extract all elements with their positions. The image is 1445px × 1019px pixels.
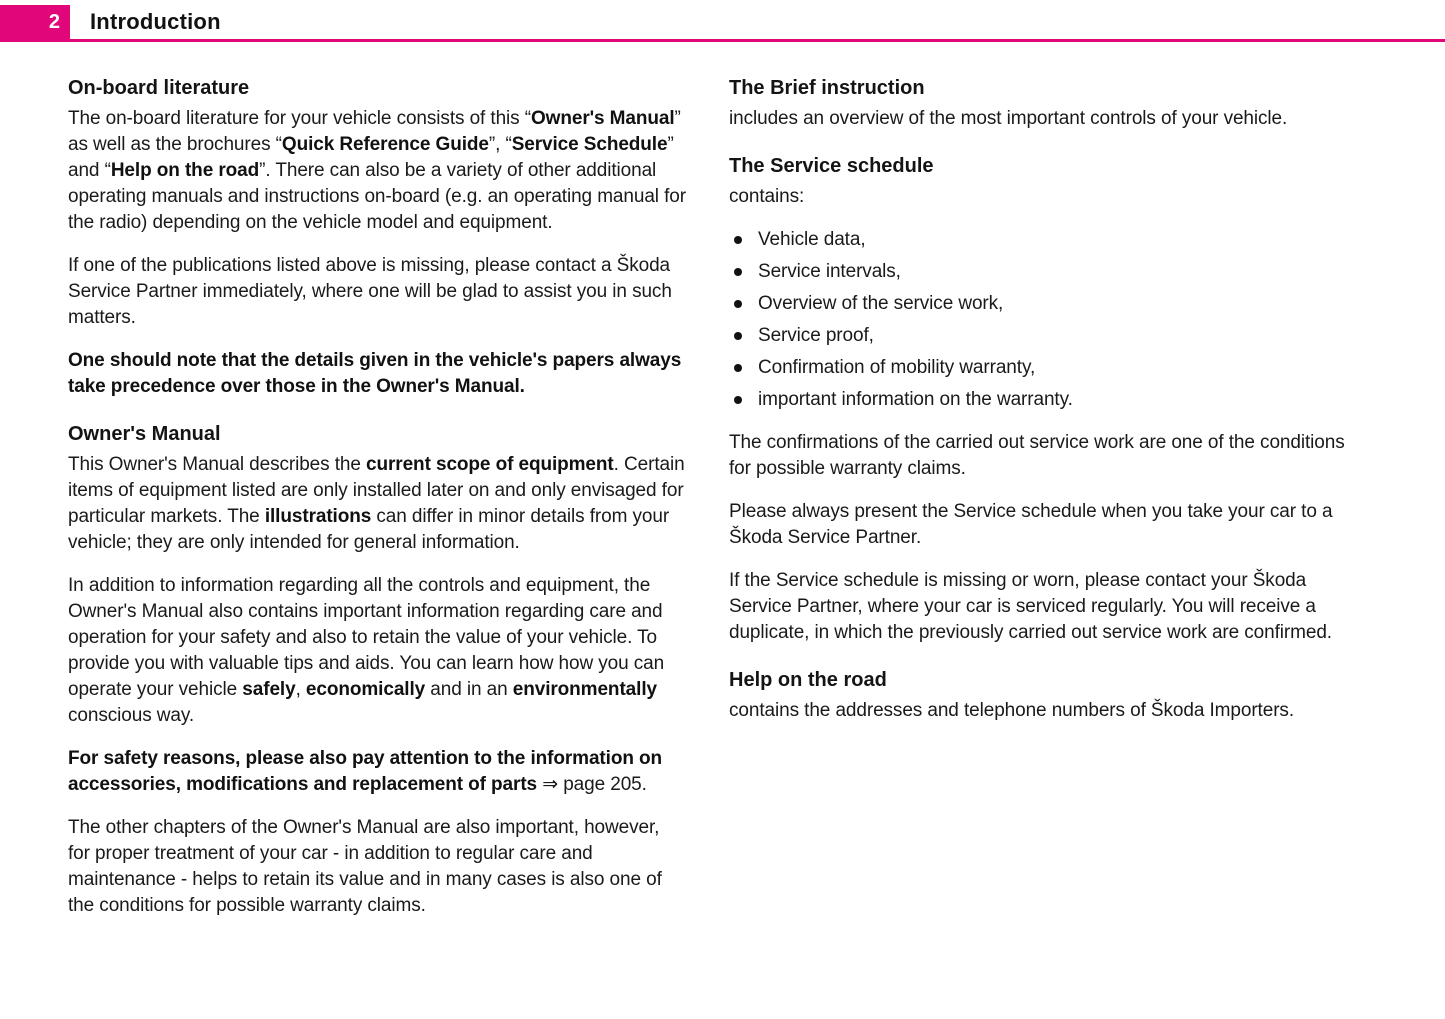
body-text: ⇒ page 205. bbox=[537, 774, 647, 795]
page-number: 2 bbox=[48, 10, 60, 33]
bold-text: Quick Reference Guide bbox=[281, 134, 489, 155]
body-text: conscious way. bbox=[68, 705, 195, 726]
section-heading: The Service schedule bbox=[729, 155, 934, 177]
body-text: and in an bbox=[425, 679, 513, 700]
body-paragraph bbox=[729, 106, 1347, 132]
body-paragraph bbox=[729, 499, 1347, 551]
page-body bbox=[0, 75, 1445, 936]
body-paragraph bbox=[68, 452, 686, 556]
bold-text: Help on the road bbox=[110, 160, 260, 181]
body-text: contains the addresses and telephone numbers of Škoda Importers. bbox=[729, 700, 1295, 721]
bold-text: safely bbox=[242, 679, 296, 700]
body-text: can differ in minor details from your vehicle; they are only intended for general information. bbox=[68, 506, 670, 553]
body-text: ” and “ bbox=[68, 134, 674, 181]
page-title: Introduction bbox=[90, 9, 221, 34]
bullet-item: Service intervals, bbox=[729, 259, 1347, 285]
bullet-item: Vehicle data, bbox=[729, 227, 1347, 253]
page-number-tab bbox=[0, 5, 70, 39]
header-rule bbox=[0, 39, 1445, 42]
body-paragraph bbox=[729, 568, 1347, 646]
body-text: If the Service schedule is missing or worn, please contact your Škoda Service Partner, where your car is serviced regularly. You will receive a duplicate, in which the previously carried out service work are confirmed. bbox=[729, 570, 1332, 643]
bold-text: current scope of equipment bbox=[366, 454, 614, 475]
section-heading: On-board literature bbox=[68, 77, 250, 99]
body-paragraph bbox=[68, 348, 686, 400]
bold-text: Service Schedule bbox=[511, 134, 668, 155]
body-text: The on-board literature for your vehicle consists of this “ bbox=[68, 108, 531, 129]
body-paragraph bbox=[68, 573, 686, 729]
section-heading: Help on the road bbox=[729, 669, 887, 691]
body-text: The other chapters of the Owner's Manual are also important, however, for proper treatment of your car - in addition to regular care and maintenance - helps to retain its value and in many cases is also one of the conditions for possible warranty claims. bbox=[68, 817, 662, 916]
body-text: If one of the publications listed above is missing, please contact a Škoda Service Partner immediately, where one will be glad to assist you in such matters. bbox=[68, 255, 672, 328]
body-text: ”. There can also be a variety of other additional operating manuals and instructions on-board (e.g. an operating manual for the radio) depending on the vehicle model and equipment. bbox=[68, 160, 686, 233]
body-paragraph bbox=[729, 184, 1347, 210]
bullet-item: important information on the warranty. bbox=[729, 387, 1347, 413]
bullet-item: Overview of the service work, bbox=[729, 291, 1347, 317]
body-text: ”, “ bbox=[488, 134, 512, 155]
bold-text: One should note that the details given in the vehicle's papers always take precedence over those in the Owner's Manual. bbox=[68, 350, 682, 397]
body-paragraph bbox=[729, 698, 1347, 724]
bullet-item: Confirmation of mobility warranty, bbox=[729, 355, 1347, 381]
bold-text: For safety reasons, please also pay attention to the information on accessories, modifications and replacement of parts bbox=[68, 748, 663, 795]
body-paragraph bbox=[68, 106, 686, 236]
bullet-list bbox=[729, 227, 1347, 413]
body-text: includes an overview of the most important controls of your vehicle. bbox=[729, 108, 1288, 129]
body-paragraph bbox=[68, 815, 686, 919]
body-text: . Certain items of equipment listed are only installed later on and only envisaged for particular markets. The bbox=[68, 454, 685, 527]
right-column bbox=[729, 75, 1347, 936]
section-heading: The Brief instruction bbox=[729, 77, 925, 99]
section-heading: Owner's Manual bbox=[68, 423, 221, 445]
bold-text: Owner's Manual bbox=[530, 108, 675, 129]
bold-text: economically bbox=[305, 679, 426, 700]
body-text: , bbox=[295, 679, 306, 700]
bullet-item: Service proof, bbox=[729, 323, 1347, 349]
left-column bbox=[68, 75, 686, 936]
body-text: The confirmations of the carried out service work are one of the conditions for possible warranty claims. bbox=[729, 432, 1345, 479]
body-text: ” as well as the brochures “ bbox=[68, 108, 681, 155]
body-paragraph bbox=[68, 253, 686, 331]
body-paragraph bbox=[68, 746, 686, 798]
bold-text: environmentally bbox=[512, 679, 657, 700]
body-text: Please always present the Service schedule when you take your car to a Škoda Service Partner. bbox=[729, 501, 1333, 548]
body-text: In addition to information regarding all the controls and equipment, the Owner's Manual also contains important information regarding care and operation for your safety and also to retain the value of your vehicle. To provide you with valuable tips and aids. You can learn how how you can operate your vehicle bbox=[68, 575, 665, 700]
body-text: contains: bbox=[729, 186, 805, 207]
bold-text: illustrations bbox=[264, 506, 372, 527]
page-header bbox=[0, 0, 1445, 42]
body-paragraph bbox=[729, 430, 1347, 482]
body-text: This Owner's Manual describes the bbox=[68, 454, 367, 475]
